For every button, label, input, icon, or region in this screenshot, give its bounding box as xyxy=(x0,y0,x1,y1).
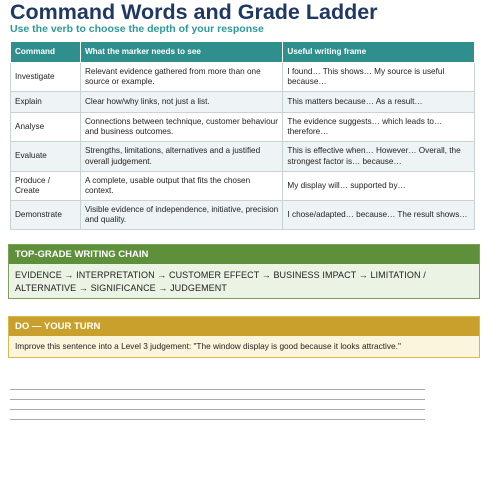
frame-cell: This matters because… As a result… xyxy=(283,92,475,113)
answer-line[interactable] xyxy=(10,380,425,390)
table-row xyxy=(11,142,475,172)
frame-cell: I found… This shows… My source is useful because… xyxy=(283,63,475,92)
column-header-frame: Useful writing frame xyxy=(283,42,475,63)
marker-cell: Clear how/why links, not just a list. xyxy=(80,92,282,113)
answer-line[interactable] xyxy=(10,400,425,410)
table-row xyxy=(11,63,475,92)
page-subtitle: Use the verb to choose the depth of your response xyxy=(10,23,264,35)
answer-line[interactable] xyxy=(10,390,425,400)
command-cell: Analyse xyxy=(11,113,81,142)
command-cell: Demonstrate xyxy=(11,201,81,230)
table-row xyxy=(11,201,475,230)
table-row xyxy=(11,172,475,201)
marker-cell: Relevant evidence gathered from more than one source or example. xyxy=(80,63,282,92)
table-row xyxy=(11,113,475,142)
frame-cell: I chose/adapted… because… The result shows… xyxy=(283,201,475,230)
command-cell: Evaluate xyxy=(11,142,81,172)
column-header-command: Command xyxy=(11,42,81,63)
frame-cell: My display will… supported by… xyxy=(283,172,475,201)
marker-cell: Strengths, limitations, alternatives and a justified overall judgement. xyxy=(80,142,282,172)
column-header-marker: What the marker needs to see xyxy=(80,42,282,63)
page-title: Command Words and Grade Ladder xyxy=(10,0,378,24)
command-cell: Explain xyxy=(11,92,81,113)
table-header-row xyxy=(11,42,475,63)
command-cell: Investigate xyxy=(11,63,81,92)
your-turn-prompt: Improve this sentence into a Level 3 judgement: "The window display is good because it looks attractive." xyxy=(15,341,401,351)
answer-lines xyxy=(10,380,425,420)
frame-cell: The evidence suggests… which leads to… therefore… xyxy=(283,113,475,142)
your-turn-heading: DO — YOUR TURN xyxy=(9,317,479,336)
command-words-table xyxy=(10,41,475,230)
answer-line[interactable] xyxy=(10,410,425,420)
writing-chain-box xyxy=(8,244,480,299)
writing-chain-text: EVIDENCE → INTERPRETATION → CUSTOMER EFFECT → BUSINESS IMPACT → LIMITATION / ALTERNATIVE → SIGNIFICANCE → JUDGEMENT xyxy=(15,270,426,293)
command-cell: Produce / Create xyxy=(11,172,81,201)
marker-cell: Connections between technique, customer behaviour and business outcomes. xyxy=(80,113,282,142)
writing-chain-heading: TOP-GRADE WRITING CHAIN xyxy=(9,245,479,264)
marker-cell: A complete, usable output that fits the chosen context. xyxy=(80,172,282,201)
frame-cell: This is effective when… However… Overall, the strongest factor is… because… xyxy=(283,142,475,172)
marker-cell: Visible evidence of independence, initiative, precision and quality. xyxy=(80,201,282,230)
table-row xyxy=(11,92,475,113)
your-turn-box xyxy=(8,316,480,358)
